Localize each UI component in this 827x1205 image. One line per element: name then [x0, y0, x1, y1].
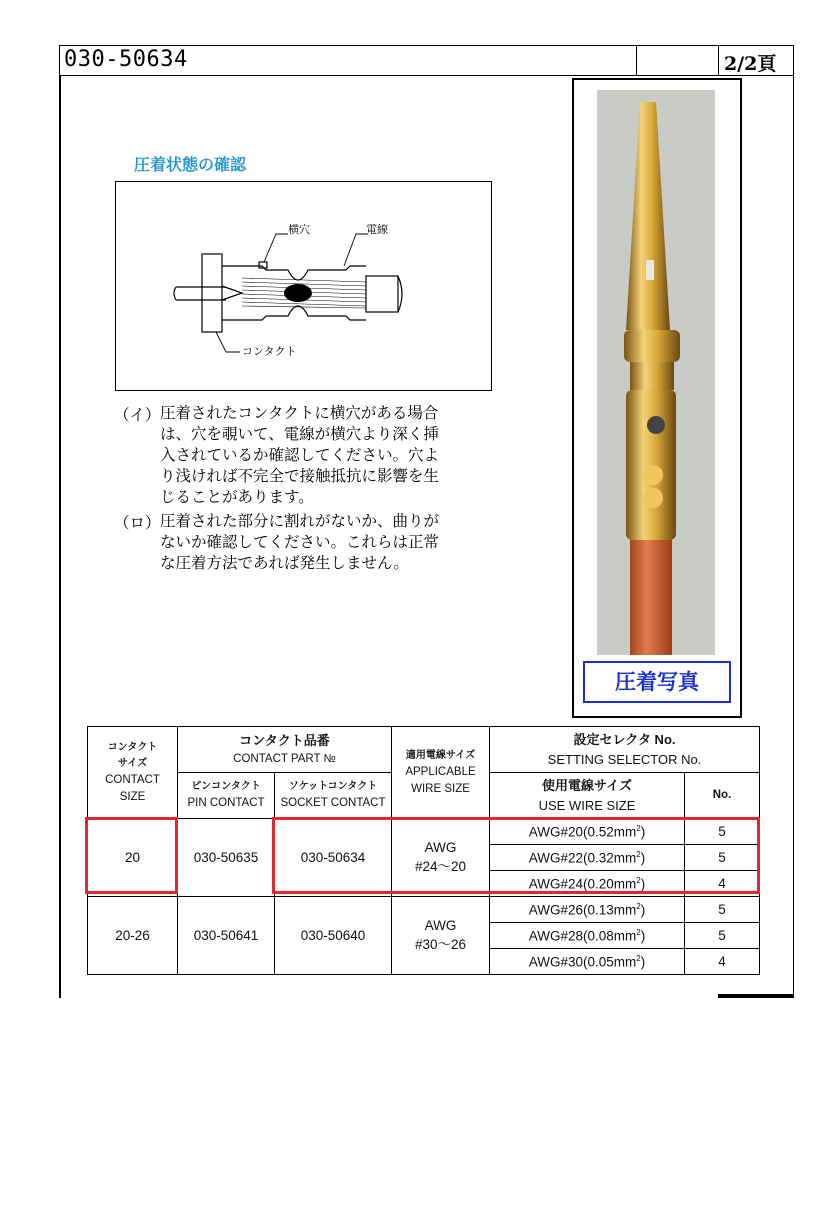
header-no: No.	[685, 773, 760, 819]
label-wire: 電線	[366, 223, 388, 236]
cell-socket-part: 030-50640	[275, 897, 392, 975]
note-line: じることがあります。	[160, 488, 314, 506]
header-divider	[636, 46, 637, 75]
note-line: 入されているか確認してください。穴よ	[160, 446, 440, 464]
header-divider	[718, 46, 719, 75]
note-b	[160, 511, 439, 574]
cell-selector-no: 5	[685, 923, 760, 949]
note-line: 圧着された部分に割れがないか、曲りが	[160, 512, 440, 530]
note-mark-b: （ロ）	[114, 514, 161, 532]
label-contact: コンタクト	[242, 345, 297, 358]
cell-selector-no: 5	[685, 819, 760, 845]
header-setting-selector: 設定セレクタ No. SETTING SELECTOR No.	[490, 727, 760, 773]
crimp-photo-frame	[572, 78, 742, 718]
crimp-photo	[574, 80, 739, 715]
note-mark-a: （イ）	[114, 406, 161, 424]
cell-selector-no: 5	[685, 897, 760, 923]
highlight-contact-size	[85, 817, 178, 894]
photo-caption: 圧着写真	[583, 661, 731, 703]
page-number: 2/2頁	[724, 53, 777, 75]
frame-bottom-mark	[718, 994, 794, 998]
cell-socket-part: 030-50634	[275, 819, 392, 897]
cell-selector-no: 4	[685, 949, 760, 975]
table-row	[88, 897, 760, 923]
cell-wire-size: $AWG\#26(0.13mm^2)$	[490, 897, 685, 923]
section-title: 圧着状態の確認	[134, 155, 247, 174]
document-number: 030-50634	[64, 47, 188, 72]
header-contact-size: コンタクト サイズ CONTACT SIZE	[88, 727, 178, 819]
frame-right-border	[793, 76, 795, 998]
crimp-diagram	[115, 181, 492, 391]
label-hole: 横穴	[288, 223, 310, 236]
cell-contact-size: 20-26	[88, 897, 178, 975]
cell-pin-part: 030-50635	[178, 819, 275, 897]
cell-awg-range: AWG #30～26	[392, 897, 490, 975]
cell-selector-no: 4	[685, 871, 760, 897]
note-line: は、穴を覗いて、電線が横穴より深く挿	[160, 425, 439, 443]
highlight-socket-row	[272, 817, 760, 894]
header-pin-contact: ピンコンタクト PIN CONTACT	[178, 773, 275, 819]
cell-wire-size: $AWG\#24(0.20mm^2)$	[490, 871, 685, 897]
cell-contact-size: 20	[88, 819, 178, 897]
crimp-cross-section-drawing	[116, 182, 491, 390]
note-line: 圧着されたコンタクトに横穴がある場合	[160, 404, 439, 422]
header-use-wire-size: 使用電線サイズ USE WIRE SIZE	[490, 773, 685, 819]
cell-wire-size: $AWG\#28(0.08mm^2)$	[490, 923, 685, 949]
cell-pin-part: 030-50641	[178, 897, 275, 975]
cell-wire-size: $AWG\#20(0.52mm^2)$	[490, 819, 685, 845]
note-line: な圧着方法であれば発生しません。	[160, 554, 409, 572]
cell-wire-size: $AWG\#30(0.05mm^2)$	[490, 949, 685, 975]
note-a	[160, 403, 439, 508]
frame-left-border	[59, 76, 61, 998]
note-line: り浅ければ不完全で接触抵抗に影響を生	[160, 467, 440, 485]
cell-awg-range: AWG #24～20	[392, 819, 490, 897]
header-socket-contact: ソケットコンタクト SOCKET CONTACT	[275, 773, 392, 819]
note-line: ないか確認してください。これらは正常	[160, 533, 440, 551]
header-contact-part: コンタクト品番 CONTACT PART №	[178, 727, 392, 773]
cell-selector-no: 5	[685, 845, 760, 871]
header-applicable-wire: 適用電線サイズ APPLICABLE WIRE SIZE	[392, 727, 490, 819]
cell-wire-size: $AWG\#22(0.32mm^2)$	[490, 845, 685, 871]
